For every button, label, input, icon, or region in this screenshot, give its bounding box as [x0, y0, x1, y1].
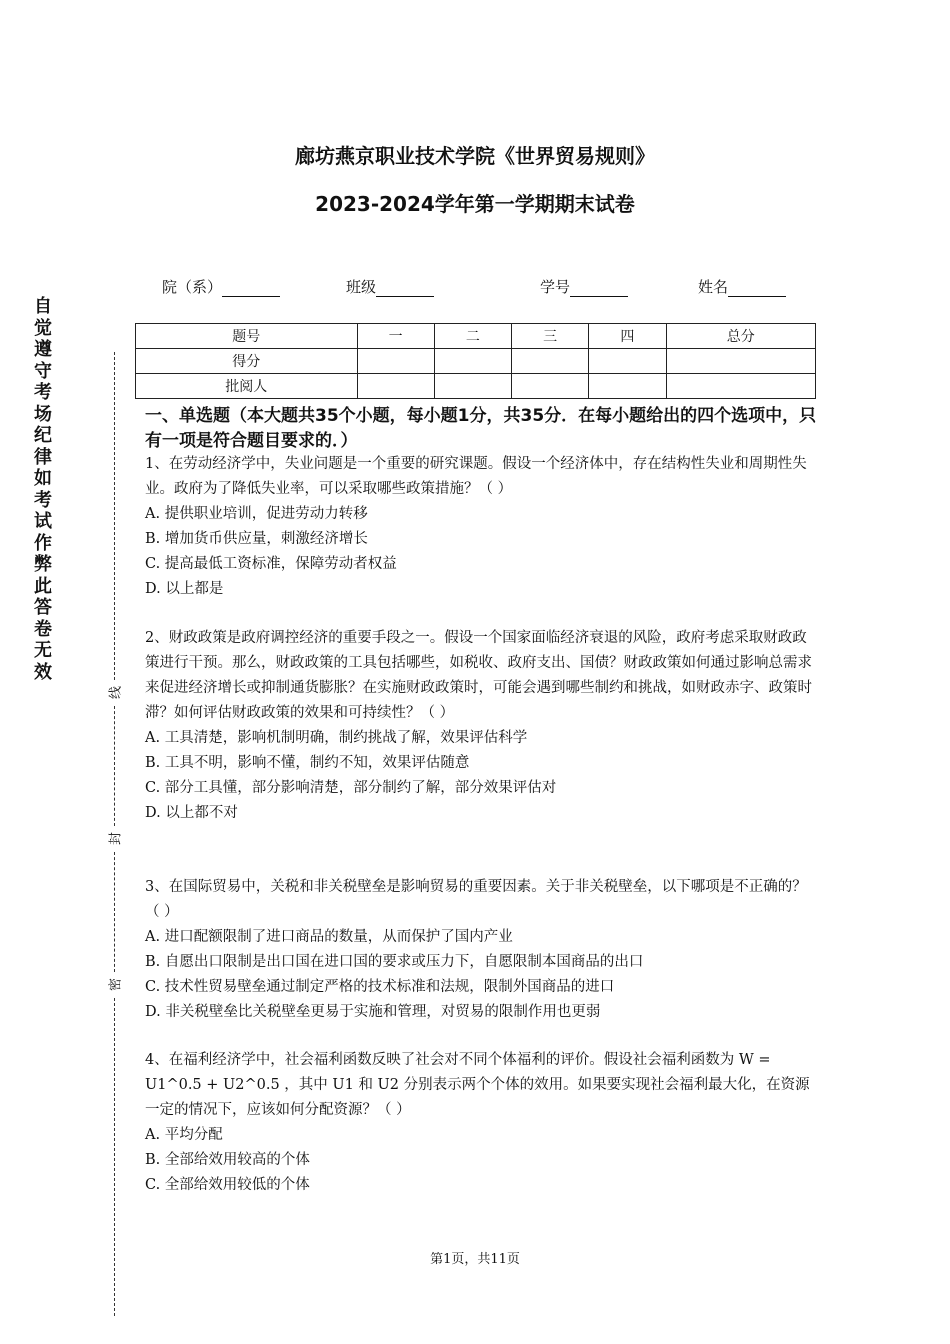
option-a[interactable]: A. 进口配额限制了进口商品的数量，从而保护了国内产业	[145, 929, 513, 945]
option-a[interactable]: A. 提供职业培训，促进劳动力转移	[145, 506, 368, 522]
option-b[interactable]: B. 全部给效用较高的个体	[145, 1152, 310, 1168]
binding-line-mid	[114, 706, 115, 826]
score-table-header: 题号	[136, 324, 358, 349]
dept-blank[interactable]	[222, 279, 280, 297]
exam-title-line1: 廊坊燕京职业技术学院《世界贸易规则》	[295, 144, 655, 168]
option-d[interactable]: D. 非关税壁垒比关税壁垒更易于实施和管理，对贸易的限制作用也更弱	[145, 1004, 601, 1020]
score-table	[135, 323, 816, 399]
binding-mark-seal: 封	[105, 829, 124, 849]
option-d[interactable]: D. 以上都是	[145, 581, 224, 597]
side-notice: 自觉遵守考场纪律如考试作弊此答卷无效	[34, 296, 52, 683]
class-field	[346, 276, 434, 297]
question-4	[145, 1048, 815, 1198]
option-c[interactable]: C. 部分工具懂，部分影响清楚，部分制约了解，部分效果评估对	[145, 780, 557, 796]
grader-row-label: 批阅人	[136, 374, 358, 399]
question-stem: 1、在劳动经济学中，失业问题是一个重要的研究课题。假设一个经济体中，存在结构性失业和周期性失业。政府为了降低失业率，可以采取哪些政策措施？（ ）	[145, 456, 807, 497]
score-table-header: 一	[357, 324, 434, 349]
question-stem: 2、财政政策是政府调控经济的重要手段之一。假设一个国家面临经济衰退的风险，政府考虑采取财政政策进行干预。那么，财政政策的工具包括哪些，如税收、政府支出、国债？财政政策如何通过影响总需求来促进经济增长或抑制通货膨胀？在实施财政政策时，可能会遇到哪些制约和挑战，如财政赤字、政策时滞？如何评估财政政策的效果和可持续性？（ ）	[145, 630, 812, 721]
grader-cell[interactable]	[589, 374, 666, 399]
name-label: 姓名	[698, 278, 729, 296]
score-cell[interactable]	[666, 349, 815, 374]
option-a[interactable]: A. 工具清楚，影响机制明确，制约挑战了解，效果评估科学	[145, 730, 528, 746]
student-id-blank[interactable]	[570, 279, 628, 297]
section-heading: 一、单选题（本大题共35个小题，每小题1分，共35分．在每小题给出的四个选项中，只有一项是符合题目要求的．）	[145, 406, 817, 451]
option-c[interactable]: C. 技术性贸易壁垒通过制定严格的技术标准和法规，限制外国商品的进口	[145, 979, 615, 995]
student-id-field	[540, 276, 628, 297]
question-3	[145, 875, 815, 1025]
option-a[interactable]: A. 平均分配	[145, 1127, 223, 1143]
option-b[interactable]: B. 工具不明，影响不懂，制约不知，效果评估随意	[145, 755, 470, 771]
binding-line-top	[114, 352, 115, 680]
grader-cell[interactable]	[666, 374, 815, 399]
score-table-header-row	[136, 324, 816, 349]
score-cell[interactable]	[357, 349, 434, 374]
question-stem: 3、在国际贸易中，关税和非关税壁垒是影响贸易的重要因素。关于非关税壁垒，以下哪项是不正确的？（ ）	[145, 879, 807, 920]
grader-cell[interactable]	[357, 374, 434, 399]
grader-cell[interactable]	[512, 374, 589, 399]
binding-line-lower	[114, 852, 115, 972]
dept-label: 院（系）	[162, 278, 223, 296]
class-blank[interactable]	[376, 279, 434, 297]
score-cell[interactable]	[589, 349, 666, 374]
dept-field	[162, 276, 280, 297]
grader-cell[interactable]	[434, 374, 511, 399]
binding-line-bottom	[114, 998, 115, 1316]
class-label: 班级	[346, 278, 377, 296]
option-b[interactable]: B. 自愿出口限制是出口国在进口国的要求或压力下，自愿限制本国商品的出口	[145, 954, 644, 970]
score-table-header: 四	[589, 324, 666, 349]
option-c[interactable]: C. 全部给效用较低的个体	[145, 1177, 310, 1193]
exam-title-line2: 2023-2024学年第一学期期末试卷	[315, 192, 635, 216]
student-id-label: 学号	[540, 278, 571, 296]
name-field	[698, 276, 786, 297]
score-row-label: 得分	[136, 349, 358, 374]
page-footer: 第1页，共11页	[430, 1252, 520, 1267]
score-table-header: 总分	[666, 324, 815, 349]
question-stem: 4、在福利经济学中，社会福利函数反映了社会对不同个体福利的评价。假设社会福利函数为 W = U1^0.5 + U2^0.5 ，其中 U1 和 U2 分别表示两个个体的效用。如果要实现社会福利最大化，在资源一定的情况下，应该如何分配资源？（ ）	[145, 1052, 810, 1118]
score-row	[136, 349, 816, 374]
score-cell[interactable]	[512, 349, 589, 374]
score-cell[interactable]	[434, 349, 511, 374]
grader-row	[136, 374, 816, 399]
binding-mark-line: 线	[105, 683, 124, 703]
score-table-header: 三	[512, 324, 589, 349]
option-d[interactable]: D. 以上都不对	[145, 805, 238, 821]
score-table-header: 二	[434, 324, 511, 349]
question-2	[145, 626, 815, 826]
binding-mark-secret: 密	[105, 975, 124, 995]
option-b[interactable]: B. 增加货币供应量，刺激经济增长	[145, 531, 368, 547]
option-c[interactable]: C. 提高最低工资标准，保障劳动者权益	[145, 556, 397, 572]
name-blank[interactable]	[728, 279, 786, 297]
question-1	[145, 452, 815, 602]
